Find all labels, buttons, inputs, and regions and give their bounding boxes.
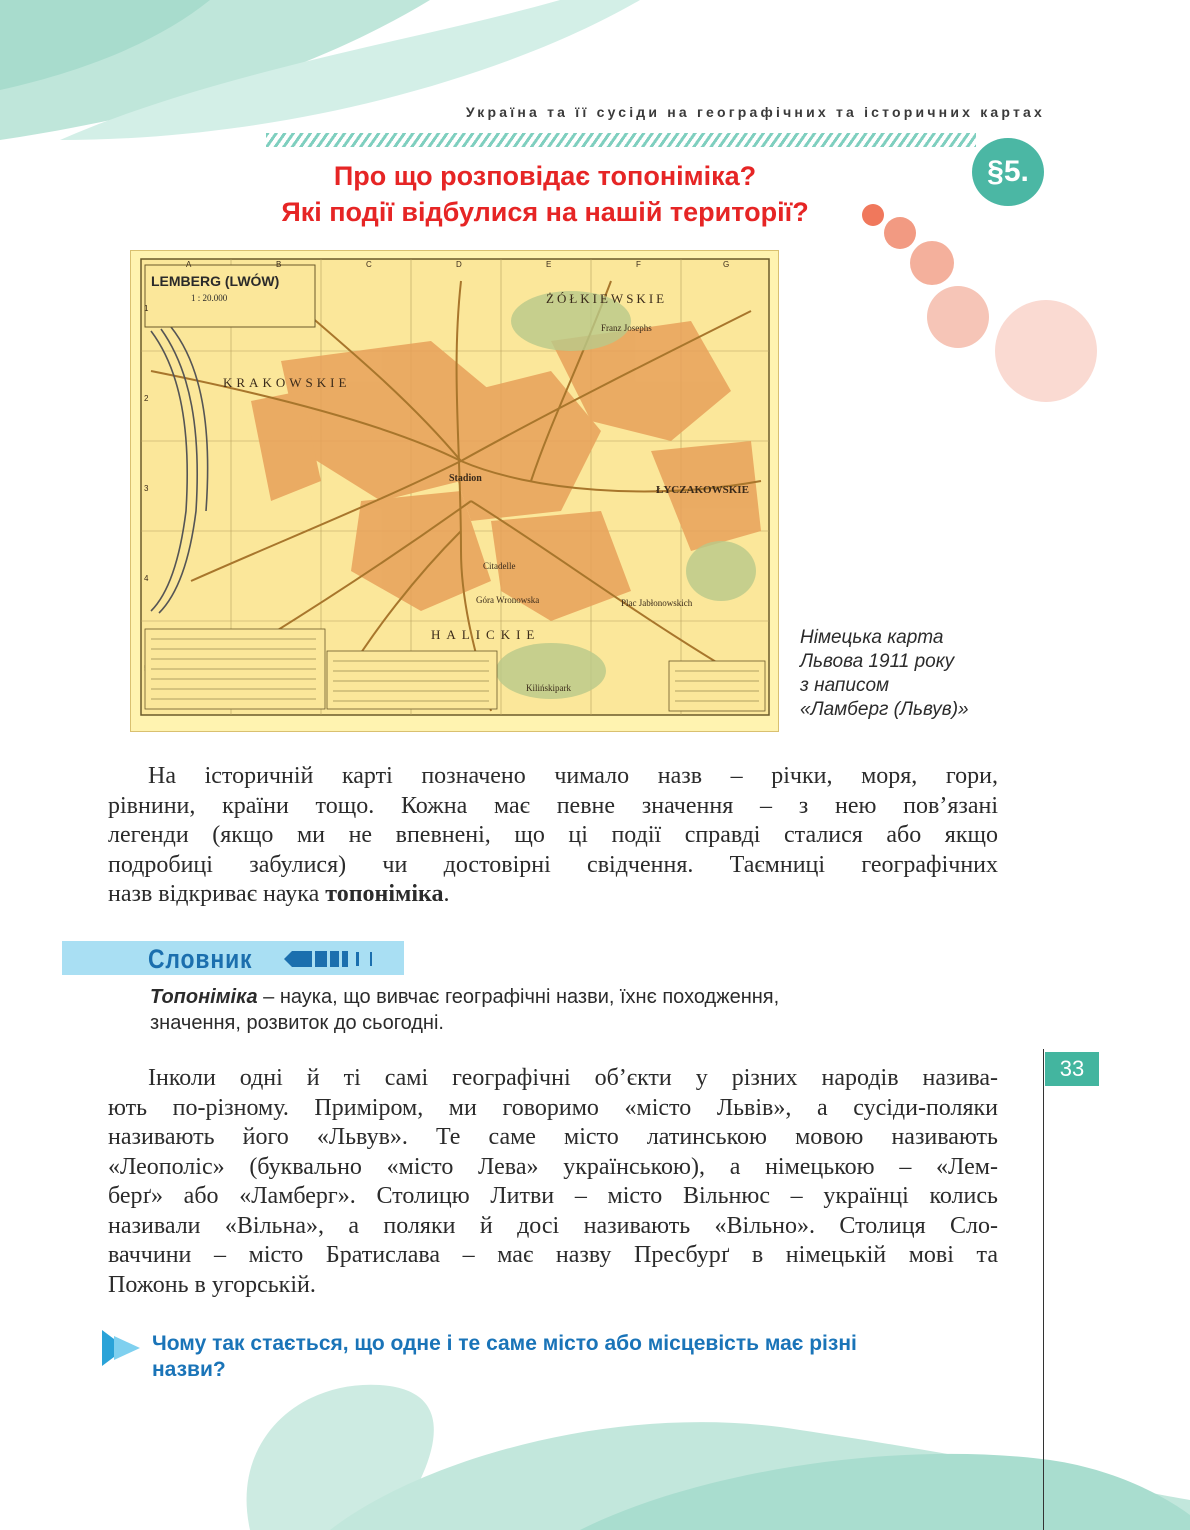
p1-line-3: легенди (якщо ми не впевнені, що ці події справді сталися або якщо (108, 822, 998, 848)
map-col-f: F (636, 260, 641, 269)
caption-line-4: «Ламберг (Львув)» (800, 699, 969, 720)
map-label-krakowskie: KRAKOWSKIE (223, 375, 351, 390)
lemberg-map-image (130, 250, 779, 732)
dictionary-definition (150, 984, 950, 1036)
running-head: Україна та її сусіди на географічних та історичних картах (465, 104, 1045, 120)
p1-line-5 (108, 880, 998, 910)
p2-line-5: берґ» або «Ламберг». Столицю Литви – місто Вільнюс – українці колись (108, 1183, 998, 1209)
map-scale: 1 : 20.000 (191, 293, 228, 303)
map-place-citadelle: Citadelle (483, 561, 516, 571)
map-row-4: 4 (144, 574, 149, 583)
map-col-d: D (456, 260, 462, 269)
map-row-3: 3 (144, 484, 149, 493)
map-label-lyczakowskie: ŁYCZAKOWSKIE (656, 484, 749, 496)
map-place-park: Kilińskipark (526, 683, 571, 693)
map-label-halickie: HALICKIE (431, 627, 541, 642)
question-line-2: назви? (152, 1358, 226, 1381)
p1-line-1: На історичній карті позначено чимало назв – річки, моря, гори, (148, 763, 998, 789)
page-title (240, 158, 850, 230)
map-place-gora: Góra Wronowska (476, 595, 540, 605)
paragraph-badge: §5. (972, 138, 1044, 206)
p2-line-4: «Леополіс» (буквально «місто Лева» українською), а німецькою – «Лем- (108, 1153, 998, 1180)
definition-text-1: – наука, що вивчає географічні назви, їхнє походження, (257, 986, 780, 1008)
definition-line-2: значення, розвиток до сьогодні. (150, 1012, 444, 1034)
map-caption (800, 626, 1000, 722)
map-col-e: E (546, 260, 552, 269)
map-col-c: C (366, 260, 372, 269)
p1-line-5-post: . (443, 881, 450, 907)
map-heading: LEMBERG (LWÓW) (151, 273, 280, 289)
map-col-b: B (276, 260, 282, 269)
p2-line-3: називають його «Львув». Те саме місто латинською мовою називають (108, 1124, 998, 1150)
p2-line-7: ваччини – місто Братислава – має назву Пресбурґ в німецькій мові та (108, 1242, 998, 1268)
p2-line-2: ють по-різному. Приміром, ми говоримо «місто Львів», а сусіди-поляки (108, 1094, 998, 1121)
map-label-zolkiewskie: ŻÓŁKIEWSKIE (546, 291, 668, 306)
map-place-stadion: Stadion (449, 473, 482, 484)
title-line-1: Про що розповідає топоніміка? (333, 161, 757, 191)
p2-line-8: Пожонь в угорській. (108, 1271, 316, 1298)
review-question (152, 1331, 1002, 1383)
caption-line-1: Німецька карта (800, 627, 944, 648)
map-row-1: 1 (144, 304, 149, 313)
p1-line-5-pre: назв відкриває наука (108, 881, 326, 907)
map-place-franz: Franz Josephs (601, 323, 652, 333)
caption-line-3: з написом (800, 675, 890, 696)
question-arrow-icon (100, 1328, 144, 1368)
definition-line-1 (150, 984, 950, 1010)
map-place-plac: Plac Jabłonowskich (621, 598, 693, 608)
title-line-2: Які події відбулися на нашій території? (281, 197, 809, 227)
map-col-a: A (186, 260, 192, 269)
p2-line-1: Інколи одні й ті самі географічні об’єкти у різних народів назива- (148, 1065, 998, 1091)
dictionary-heading: Словник (148, 944, 253, 974)
map-row-2: 2 (144, 394, 149, 403)
map-drawing (131, 251, 778, 731)
paragraph-1 (108, 762, 998, 910)
p1-term-toponymy: топоніміка (325, 881, 444, 907)
p2-line-6: називали «Вільна», а поляки й досі називають «Вільно». Столиця Сло- (108, 1212, 998, 1239)
map-col-g: G (723, 260, 730, 269)
caption-line-2: Львова 1911 року (800, 651, 955, 672)
page-number-rule (1043, 1049, 1044, 1530)
question-line-1: Чому так стається, що одне і те саме місто або місцевість має різні (152, 1332, 857, 1355)
dictionary-bars-icon (284, 950, 394, 968)
definition-term: Топоніміка (150, 986, 258, 1008)
p1-line-2: рівнини, країни тощо. Кожна має певне значення – з нею пов’язані (108, 792, 998, 819)
page-number: 33 (1045, 1052, 1099, 1086)
header-hatch-divider (266, 133, 976, 147)
paragraph-2 (108, 1064, 998, 1300)
p1-line-4: подробиці забулися) чи достовірні свідчення. Таємниці географічних (108, 851, 998, 878)
